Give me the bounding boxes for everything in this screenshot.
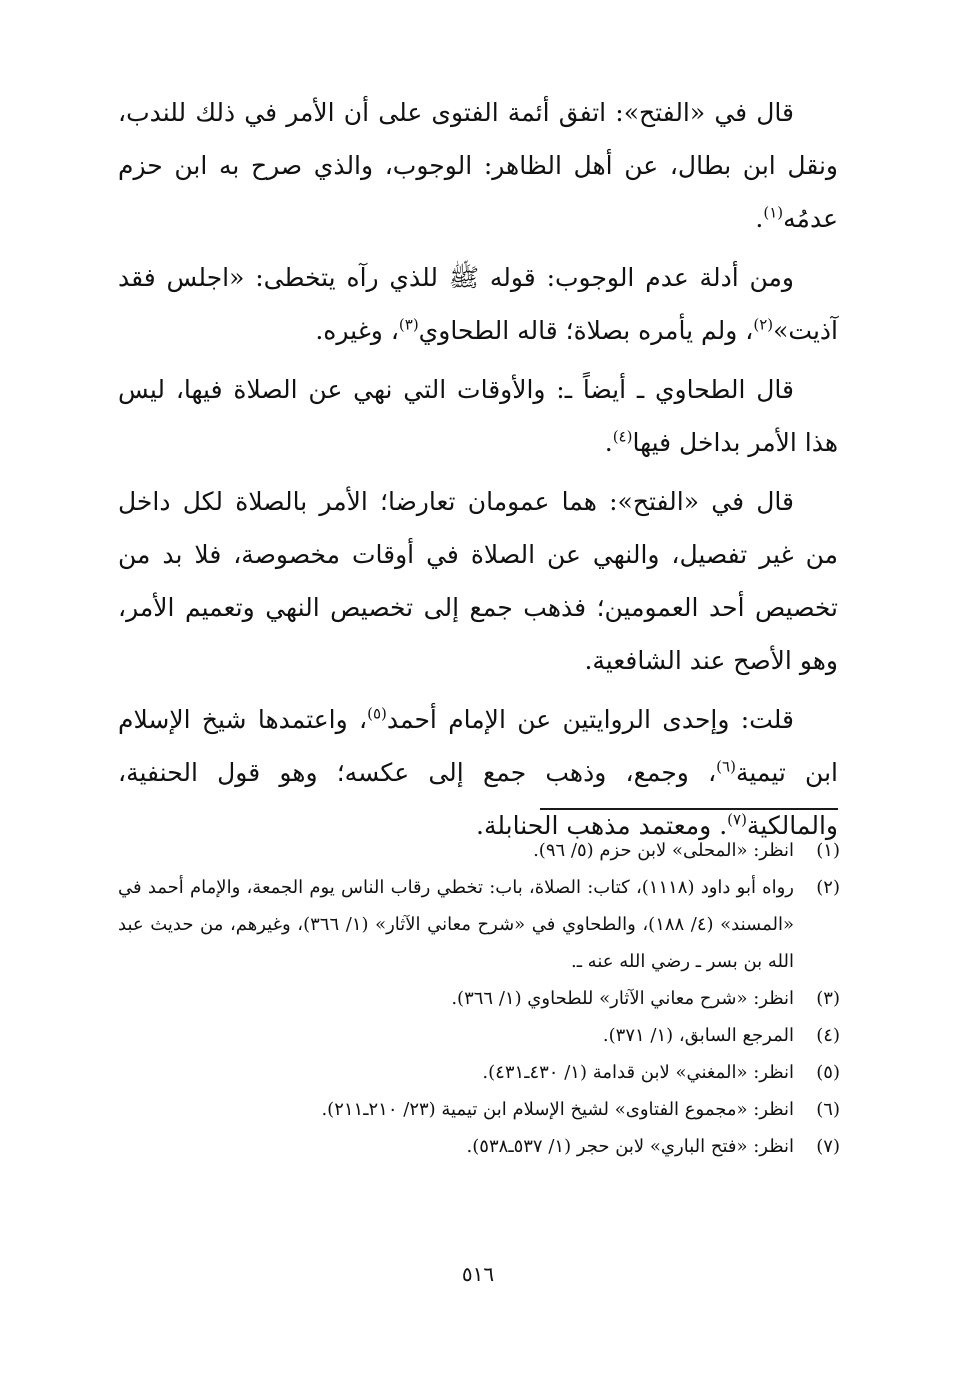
footnote-ref-6[interactable]: (٦): [716, 757, 736, 776]
footnote-ref-1[interactable]: (١): [763, 203, 784, 222]
paragraph-text: . ومعتمد مذهب الحنابلة.: [476, 811, 728, 840]
paragraph-3: [118, 363, 838, 469]
footnote-ref-2[interactable]: (٢): [753, 315, 774, 334]
paragraph-text: ومن أدلة عدم الوجوب: قوله ﷺ للذي رآه يتخطى: «اجلس فقد آذيت»: [118, 263, 838, 345]
footnote-text: انظر: «مجموع الفتاوى» لشيخ الإسلام ابن تيمية (٢٣/ ٢١٠ـ٢١١).: [321, 1099, 794, 1120]
main-text: [118, 86, 838, 858]
paragraph-text: ، واعتمدها شيخ الإسلام ابن تيمية: [118, 705, 838, 787]
footnote-text: انظر: «شرح معاني الآثار» للطحاوي (١/ ٣٦٦).: [451, 988, 794, 1009]
footnote-text: انظر: «المحلى» لابن حزم (٥/ ٩٦).: [533, 840, 794, 861]
paragraph-5: [118, 693, 838, 852]
footnote-number: (٧): [816, 1136, 840, 1157]
paragraph-text: ، ولم يأمره بصلاة؛ قاله الطحاوي: [418, 316, 754, 345]
paragraph-4: [118, 475, 838, 687]
paragraph-2: [118, 251, 838, 357]
footnote-number: (٤): [816, 1025, 840, 1046]
footnote-2: [118, 869, 840, 980]
page-number: ٥١٦: [461, 1262, 495, 1286]
footnote-ref-5[interactable]: (٥): [367, 704, 387, 723]
footnote-1: [118, 832, 840, 869]
paragraph-1: [118, 86, 838, 245]
footnote-number: (١): [816, 840, 840, 861]
footnote-text: المرجع السابق، (١/ ٣٧١).: [602, 1025, 794, 1046]
footnote-number: (٥): [816, 1062, 840, 1083]
footnote-text: انظر: «المغني» لابن قدامة (١/ ٤٣٠ـ٤٣١).: [482, 1062, 794, 1083]
footnote-number: (٢): [816, 877, 840, 898]
paragraph-text: ، وغيره.: [315, 316, 399, 345]
paragraph-text: قال في «الفتح»: هما عمومان تعارضا؛ الأمر بالصلاة لكل داخل من غير تفصيل، والنهي عن الصلاة في أوقات مخصوصة، فلا بد من تخصيص أحد العمومين؛ فذهب جمع إلى تخصيص النهي وتعميم الأمر، وهو الأصح عند الشافعية.: [118, 487, 838, 675]
footnote-ref-4[interactable]: (٤): [612, 427, 633, 446]
footnote-6: [118, 1091, 840, 1128]
footnote-4: [118, 1017, 840, 1054]
footnote-ref-7[interactable]: (٧): [727, 810, 747, 829]
footnote-ref-3[interactable]: (٣): [398, 315, 419, 334]
footnote-7: [118, 1128, 840, 1165]
footnotes: [118, 832, 840, 1165]
paragraph-text: قال الطحاوي ـ أيضاً ـ: والأوقات التي نهي عن الصلاة فيها، ليس هذا الأمر بداخل فيها: [118, 375, 838, 457]
paragraph-text: .: [755, 204, 764, 233]
footnote-number: (٣): [816, 988, 840, 1009]
footnote-text: انظر: «فتح الباري» لابن حجر (١/ ٥٣٧ـ٥٣٨).: [466, 1136, 794, 1157]
footnote-5: [118, 1054, 840, 1091]
paragraph-text: قلت: وإحدى الروايتين عن الإمام أحمد: [386, 705, 794, 734]
footnote-3: [118, 980, 840, 1017]
paragraph-text: قال في «الفتح»: اتفق أئمة الفتوى على أن الأمر في ذلك للندب، ونقل ابن بطال، عن أهل الظاهر: الوجوب، والذي صرح به ابن حزم عدمُه: [118, 98, 838, 233]
footnote-number: (٦): [816, 1099, 840, 1120]
paragraph-text: .: [604, 428, 613, 457]
paragraph-text: ، وجمع، وذهب جمع إلى عكسه؛ وهو قول الحنفية، والمالكية: [118, 758, 838, 840]
footnote-text: رواه أبو داود (١١١٨)، كتاب: الصلاة، باب: تخطي رقاب الناس يوم الجمعة، والإمام أحمد في «المسند» (٤/ ١٨٨)، والطحاوي في «شرح معاني الآثار» (١/ ٣٦٦)، وغيرهم، من حديث عبد الله بن بسر ـ رضي الله عنه ـ.: [118, 877, 794, 972]
footnote-separator: [540, 808, 838, 810]
